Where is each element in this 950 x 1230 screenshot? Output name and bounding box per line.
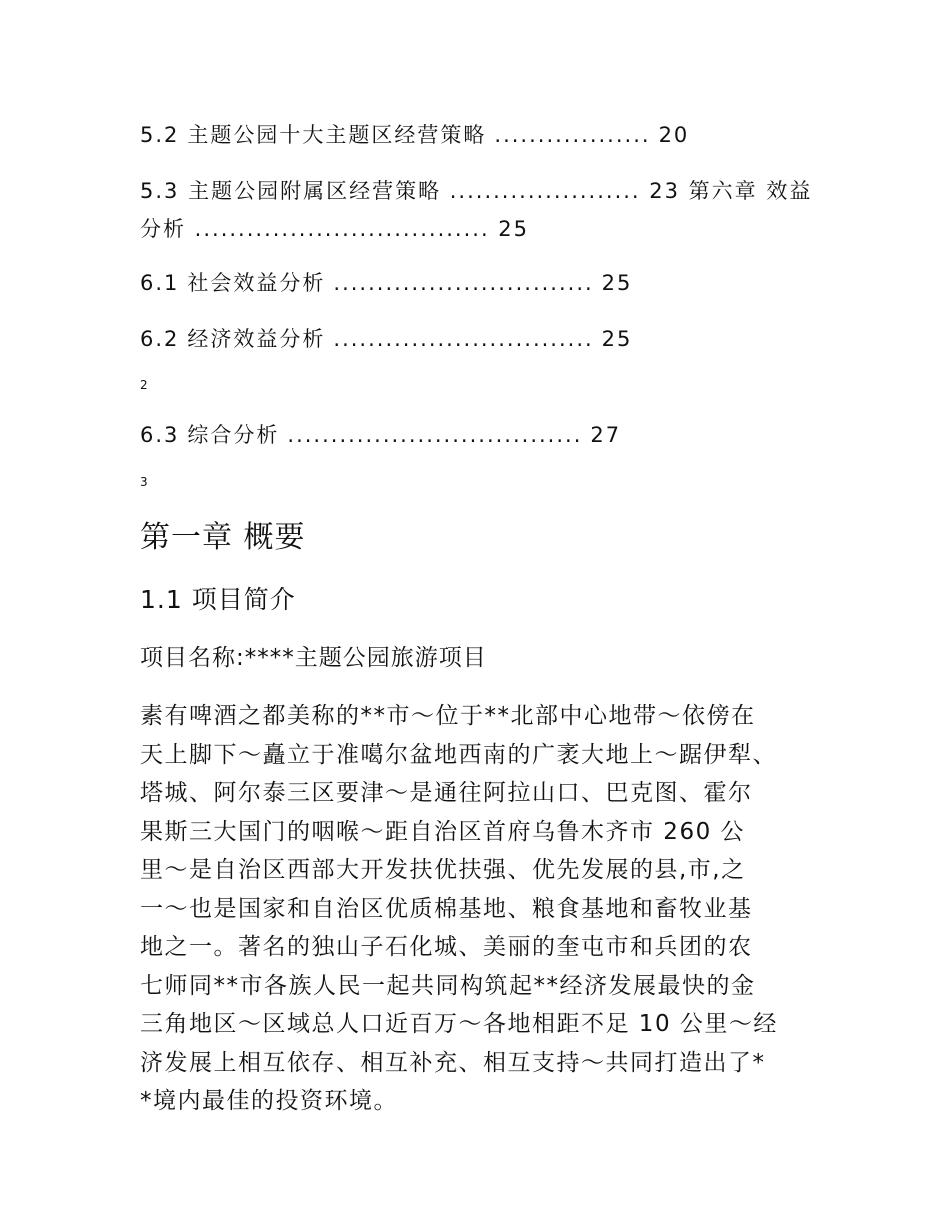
- toc-entry-6-2[interactable]: [140, 320, 820, 358]
- chapter-title: 第一章 概要: [140, 520, 306, 555]
- page-marker: 3: [140, 475, 148, 489]
- toc-entry-5-2[interactable]: [140, 116, 820, 154]
- body-paragraph: [140, 697, 812, 1121]
- toc-entry-page: 25: [601, 271, 633, 295]
- toc-entry-number: 6.2: [140, 327, 180, 351]
- paragraph-line: 三角地区～区域总人口近百万～各地相距不足 10 公里～经: [140, 1011, 778, 1037]
- toc-entry-5-3-wrapped[interactable]: 5.3 主题公园附属区经营策略 ...................... 23 第六章 效益分析 .................................. 25: [140, 179, 813, 241]
- paragraph-line: *境内最佳的投资环境。: [140, 1088, 398, 1114]
- toc-entry-6-3[interactable]: [140, 416, 820, 454]
- toc-entry-title: 社会效益分析: [187, 271, 326, 295]
- paragraph-line: 七师同**市各族人民一起共同构筑起**经济发展最快的金: [140, 972, 756, 999]
- paragraph-line: 塔城、阿尔泰三区要津～是通往阿拉山口、巴克图、霍尔: [140, 780, 753, 806]
- toc-entry-number: 6.1: [140, 271, 180, 295]
- toc-entry-page: 20: [658, 123, 690, 147]
- toc-entry-number: 5.2: [140, 123, 180, 147]
- toc-entry-dots: ..................: [494, 123, 651, 147]
- toc-entry-dots: ..............................: [333, 271, 594, 295]
- toc-entry-number: 6.3: [140, 423, 180, 447]
- section-title: 1.1 项目简介: [140, 585, 296, 614]
- paragraph-line: 天上脚下～矗立于准噶尔盆地西南的广袤大地上～踞伊犁、: [140, 741, 777, 768]
- toc-entry-dots: ..................................: [287, 423, 583, 447]
- page-marker: 2: [140, 378, 148, 392]
- project-name-line: 项目名称:****主题公园旅游项目: [140, 645, 487, 671]
- paragraph-line: 地之一。著名的独山子石化城、美丽的奎屯市和兵团的农: [140, 934, 753, 960]
- toc-entry-title: 综合分析: [187, 423, 280, 447]
- toc-entry-page: 27: [590, 423, 622, 447]
- toc-entry-6-1[interactable]: [140, 264, 820, 302]
- paragraph-line: 济发展上相互依存、相互补充、相互支持～共同打造出了*: [140, 1049, 766, 1076]
- paragraph-line: 一～也是国家和自治区优质棉基地、粮食基地和畜牧业基: [140, 895, 753, 922]
- toc-entry-title: 经济效益分析: [187, 327, 326, 351]
- paragraph-line: 果斯三大国门的咽喉～距自治区首府乌鲁木齐市 260 公: [140, 818, 746, 845]
- toc-entry-page: 25: [601, 327, 633, 351]
- paragraph-line: 里～是自治区西部大开发扶优扶强、优先发展的县,市,之: [140, 857, 746, 883]
- toc-entry-dots: ..............................: [333, 327, 594, 351]
- toc-entry-title: 主题公园十大主题区经营策略: [187, 123, 487, 147]
- paragraph-line: 素有啤酒之都美称的**市～位于**北部中心地带～依傍在: [140, 703, 756, 729]
